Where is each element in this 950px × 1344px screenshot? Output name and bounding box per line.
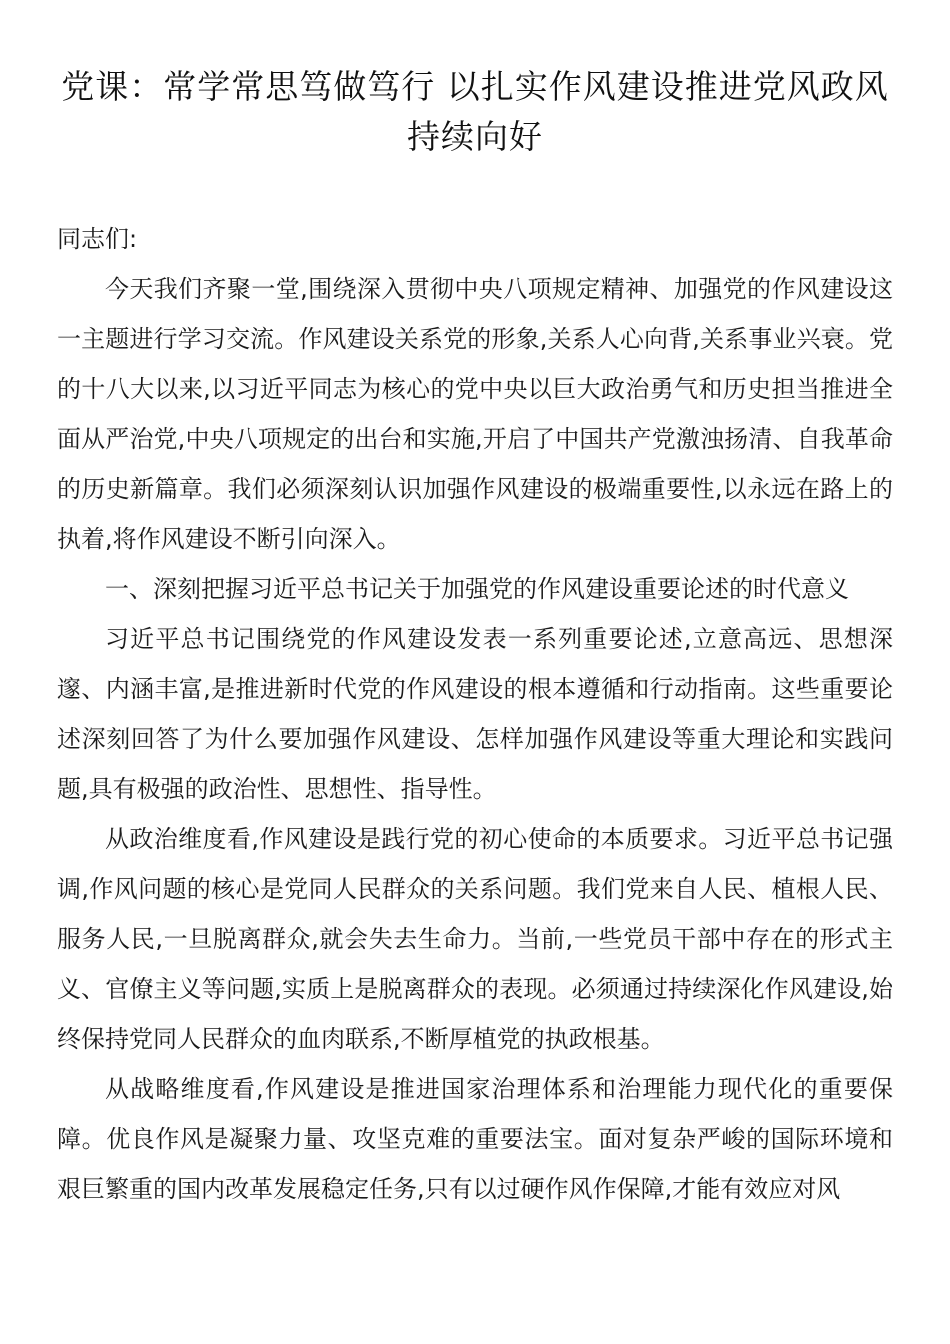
paragraph-overview: 习近平总书记围绕党的作风建设发表一系列重要论述,立意高远、思想深邃、内涵丰富,是推进新时代党的作风建设的根本遵循和行动指南。这些重要论述深刻回答了为什么要加强作风建设、怎样加强作风建设等重大理论和实践问题,具有极强的政治性、思想性、指导性。 — [57, 625, 893, 803]
paragraph-intro: 今天我们齐聚一堂,围绕深入贯彻中央八项规定精神、加强党的作风建设这一主题进行学习交流。作风建设关系党的形象,关系人心向背,关系事业兴衰。党的十八大以来,以习近平同志为核心的党中央以巨大政治勇气和历史担当推进全面从严治党,中央八项规定的出台和实施,开启了中国共产党激浊扬清、自我革命的历史新篇章。我们必须深刻认识加强作风建设的极端重要性,以永远在路上的执着,将作风建设不断引向深入。 — [57, 275, 893, 553]
salutation: 同志们: — [57, 225, 138, 253]
paragraph-strategic-dimension: 从战略维度看,作风建设是推进国家治理体系和治理能力现代化的重要保障。优良作风是凝聚力量、攻坚克难的重要法宝。面对复杂严峻的国际环境和艰巨繁重的国内改革发展稳定任务,只有以过硬作风作保障,才能有效应对风 — [57, 1075, 893, 1203]
document-body — [57, 214, 893, 1214]
section-heading-1: 一、深刻把握习近平总书记关于加强党的作风建设重要论述的时代意义 — [105, 575, 849, 603]
document-title: 党课：常学常思笃做笃行 以扎实作风建设推进党风政风持续向好 — [61, 67, 889, 156]
paragraph-political-dimension: 从政治维度看,作风建设是践行党的初心使命的本质要求。习近平总书记强调,作风问题的核心是党同人民群众的关系问题。我们党来自人民、植根人民、服务人民,一旦脱离群众,就会失去生命力。当前,一些党员干部中存在的形式主义、官僚主义等问题,实质上是脱离群众的表现。必须通过持续深化作风建设,始终保持党同人民群众的血肉联系,不断厚植党的执政根基。 — [57, 825, 893, 1053]
